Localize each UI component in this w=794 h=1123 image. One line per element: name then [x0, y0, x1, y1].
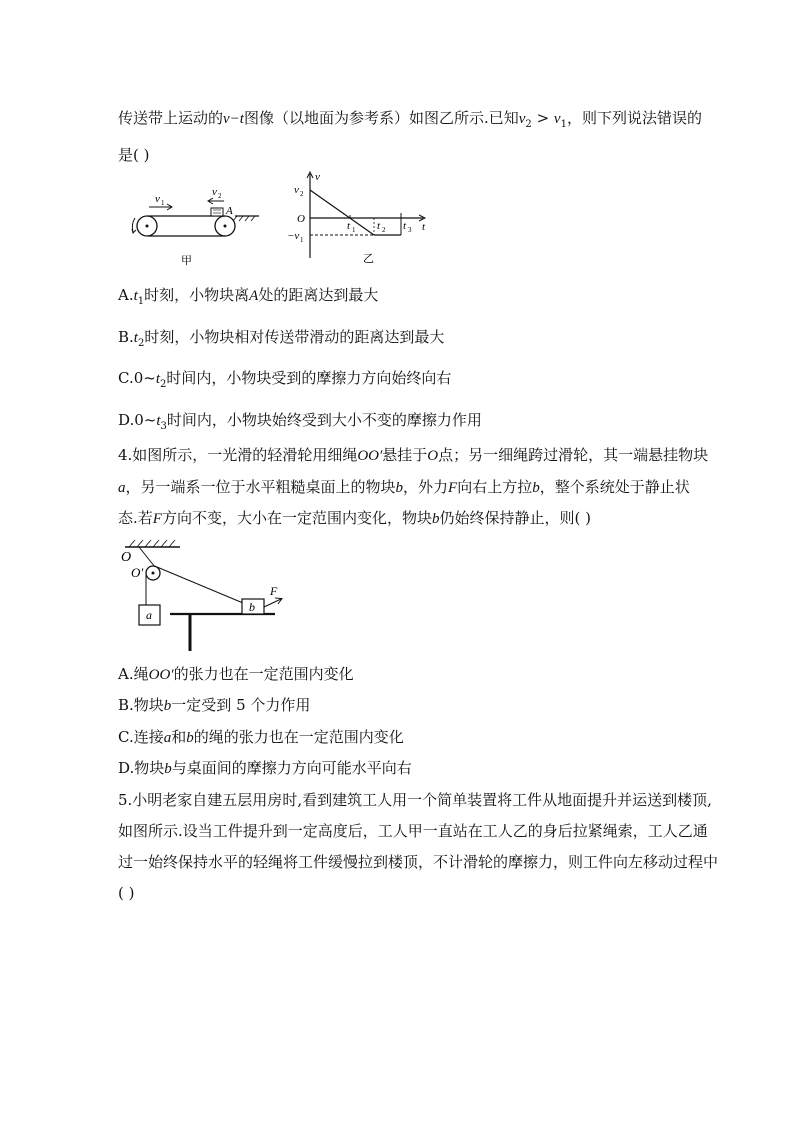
q5-stem-line2: 如图所示.设当工件提升到一定高度后，工人甲一直站在工人乙的身后拉紧绳索，工人乙通	[118, 822, 708, 840]
svg-text:1: 1	[300, 236, 304, 244]
q3-vt-symbol: v−t	[223, 111, 244, 127]
svg-text:2: 2	[218, 192, 222, 200]
svg-text:v: v	[212, 186, 217, 198]
q5-stem-line3: 过一始终保持水平的轻绳将工件缓慢拉到楼顶，不计滑轮的摩擦力，则工件向左移动过程中	[118, 853, 719, 871]
q4-figure-pulley	[115, 535, 290, 655]
svg-text:F: F	[270, 584, 278, 598]
svg-text:2: 2	[300, 190, 304, 198]
q3-stem-text: 传送带上运动的	[118, 109, 224, 127]
svg-text:A: A	[226, 205, 233, 217]
svg-text:b: b	[249, 600, 255, 614]
q4-option-A: A.绳OO′的张力也在一定范围内变化	[118, 665, 354, 683]
q5-stem-line1: 5.小明老家自建五层用房时,看到建筑工人用一个简单装置将工件从地面提升并运送到楼顶,	[118, 791, 712, 809]
svg-text:v: v	[315, 171, 320, 183]
svg-text:t: t	[403, 220, 407, 232]
q3-v1-subscript: 1	[560, 119, 567, 130]
q4-option-B: B.物块b一定受到 5 个力作用	[118, 696, 311, 714]
svg-text:3: 3	[408, 226, 412, 234]
svg-text:t: t	[422, 221, 426, 233]
q3-stem-line1	[118, 108, 702, 135]
svg-text:O: O	[121, 550, 132, 565]
svg-text:O′: O′	[131, 565, 144, 580]
q5-stem-line4: ( )	[118, 884, 135, 902]
svg-text:t: t	[377, 220, 381, 232]
block-A	[211, 208, 223, 216]
q4-option-C: C.连接a和b的绳的张力也在一定范围内变化	[118, 728, 404, 746]
svg-text:1: 1	[161, 199, 165, 207]
q3-stem-line2: 是( )	[118, 146, 150, 164]
q3-option-C: $C.0\sim t_2$时间内，小物块受到的摩擦力方向始终向右	[118, 369, 452, 390]
q3-option-D: $D.0\sim t_3$时间内，小物块始终受到大小不变的摩擦力作用	[118, 411, 482, 432]
q3-figure-yi	[285, 168, 435, 268]
svg-text:乙: 乙	[363, 253, 374, 265]
svg-text:t: t	[347, 220, 351, 232]
vt-line-decel	[310, 190, 374, 235]
q4-stem-line2: a，另一端系一位于水平粗糙桌面上的物块b，外力F向右上方拉b，整个系统处于静止状	[118, 478, 690, 496]
svg-text:−v: −v	[287, 230, 300, 242]
q3-figure-jia	[125, 180, 265, 270]
q3-gt-sign: >	[531, 109, 554, 127]
q4-stem-line3: 态.若F方向不变，大小在一定范围内变化，物块b仍始终保持静止，则( )	[118, 509, 591, 527]
q3-v2-symbol: v	[518, 111, 526, 127]
q3-v2-subscript: 2	[525, 119, 532, 130]
svg-text:O: O	[297, 213, 305, 225]
q3-option-B: $B.t_2$时刻，小物块相对传送带滑动的距离达到最大	[118, 328, 445, 349]
q3-stem-text: ，则下列说法错误的	[566, 109, 702, 127]
svg-text:甲: 甲	[181, 255, 192, 267]
q4-stem-line1: 4.如图所示，一光滑的轻滑轮用细绳OO′悬挂于O点；另一细绳跨过滑轮，其一端悬挂物块	[118, 446, 709, 464]
q3-stem-text: 图像（以地面为参考系）如图乙所示.已知	[243, 109, 519, 127]
svg-text:2: 2	[382, 226, 386, 234]
q3-v1-symbol: v	[553, 111, 561, 127]
svg-text:v: v	[294, 184, 299, 196]
svg-text:v: v	[155, 193, 160, 205]
svg-text:a: a	[146, 608, 152, 622]
q3-option-A: $A.t_1$时刻，小物块离A处的距离达到最大	[118, 286, 379, 307]
svg-text:1: 1	[352, 226, 356, 234]
q4-option-D: D.物块b与桌面间的摩擦力方向可能水平向右	[118, 759, 412, 777]
